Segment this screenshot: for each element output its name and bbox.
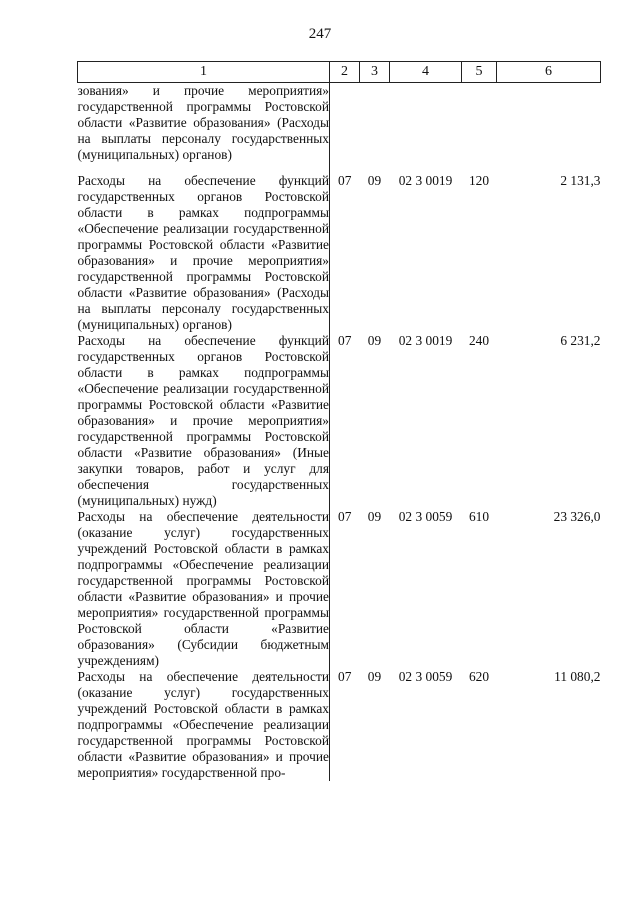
budget-table	[77, 61, 601, 781]
header-col-5: 5	[462, 62, 497, 83]
row-subsection	[360, 83, 390, 174]
table-row	[78, 83, 601, 174]
row-target-article	[390, 83, 462, 174]
row-expense-type: 610	[468, 509, 490, 524]
table-row	[78, 333, 601, 509]
row-section: 07	[338, 173, 352, 188]
row-description: Расходы на обеспечение функций государственных органов Ростовской области в рамках подпрограммы «Обеспечение реализации государственной программы Ростовской области «Развитие образования» и прочие мероприятия» государственной программы Ростовской области «Развитие образования» (Расходы на выплаты персоналу государственных (муниципальных) органов)	[77, 173, 329, 332]
header-col-4: 4	[390, 62, 462, 83]
row-section: 07	[338, 669, 352, 684]
row-amount: 23 326,0	[553, 509, 601, 524]
header-col-2: 2	[330, 62, 360, 83]
row-target-article: 02 3 0059	[398, 509, 453, 524]
row-subsection: 09	[367, 173, 382, 188]
row-description: Расходы на обеспечение деятельности (оказание услуг) государственных учреждений Ростовской области в рамках подпрограммы «Обеспечение реализации государственной программы Ростовской области «Развитие образования» и прочие мероприятия» государственной программы Ростовской области «Развитие образования» (Субсидии бюджетным учреждениям)	[77, 509, 329, 668]
row-subsection: 09	[367, 669, 382, 684]
table-row	[78, 509, 601, 669]
row-expense-type	[462, 83, 497, 174]
header-col-6: 6	[497, 62, 601, 83]
row-target-article: 02 3 0019	[398, 333, 453, 348]
row-amount: 11 080,2	[554, 669, 601, 684]
row-description: зования» и прочие мероприятия» государственной программы Ростовской области «Развитие образования» (Расходы на выплаты персоналу государственных (муниципальных) органов)	[78, 83, 330, 174]
row-section: 07	[338, 333, 352, 348]
row-description: Расходы на обеспечение деятельности (оказание услуг) государственных учреждений Ростовской области в рамках подпрограммы «Обеспечение реализации государственной программы Ростовской области «Развитие образования» и прочие мероприятия» государственной про-	[77, 669, 329, 780]
header-col-1: 1	[78, 62, 330, 83]
row-amount: 2 131,3	[560, 173, 601, 188]
row-subsection: 09	[367, 333, 382, 348]
row-subsection: 09	[367, 509, 382, 524]
page-number: 247	[308, 26, 332, 42]
table-row	[78, 669, 601, 781]
row-target-article: 02 3 0059	[398, 669, 453, 684]
header-col-3: 3	[360, 62, 390, 83]
table-header	[78, 62, 601, 83]
row-description: Расходы на обеспечение функций государственных органов Ростовской области в рамках подпрограммы «Обеспечение реализации государственной программы Ростовской области «Развитие образования» и прочие мероприятия» государственной программы Ростовской области «Развитие образования» (Иные закупки товаров, работ и услуг для обеспечения государственных (муниципальных) нужд)	[77, 333, 329, 508]
row-section	[330, 83, 360, 174]
row-expense-type: 120	[468, 173, 490, 188]
row-target-article: 02 3 0019	[398, 173, 453, 188]
row-expense-type: 620	[468, 669, 490, 684]
row-amount	[497, 83, 601, 174]
row-amount: 6 231,2	[560, 333, 601, 348]
row-expense-type: 240	[468, 333, 490, 348]
table-row	[78, 173, 601, 333]
row-section: 07	[338, 509, 352, 524]
